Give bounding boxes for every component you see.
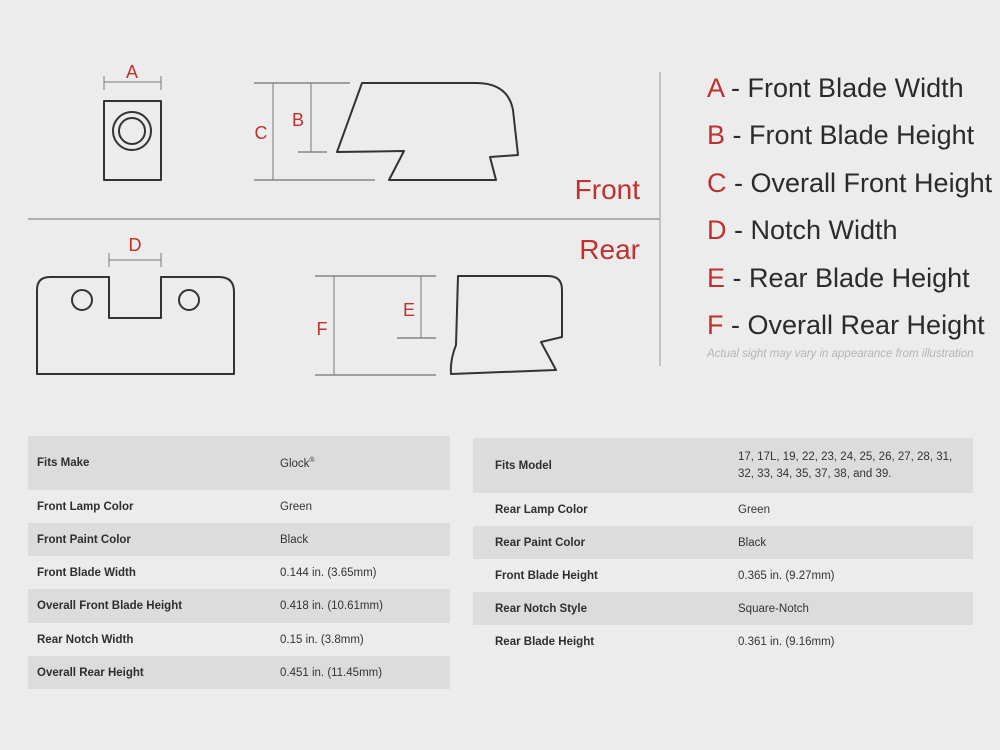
spec-value: Green [280,500,312,513]
spec-label: Front Paint Color [28,523,280,556]
spec-row [473,526,973,559]
spec-row [28,656,450,689]
legend-item-b: B - Front Blade Height [707,120,975,151]
spec-row [28,490,450,523]
rear-blade-end-view [37,235,234,374]
spec-label: Rear Notch Style [473,592,738,625]
spec-value: 17, 17L, 19, 22, 23, 24, 25, 26, 27, 28, 31, 32, 33, 34, 35, 37, 38, and 39. [738,438,973,493]
spec-row [473,493,973,526]
spec-value: 0.361 in. (9.16mm) [738,635,835,648]
legend-item-f: F - Overall Rear Height [707,309,985,340]
front-blade-side-view [254,83,518,180]
spec-label: Overall Rear Height [28,656,280,689]
spec-label: Front Blade Height [495,569,598,582]
rear-blade-side-view [315,276,562,375]
spec-label: Rear Blade Height [495,635,595,648]
rear-label: Rear [579,234,640,265]
spec-value: Black [280,523,450,556]
spec-value: Black [738,526,973,559]
spec-row [473,559,973,592]
dim-letter-f: F [316,319,328,339]
spec-row [28,523,450,556]
dim-letter-e: E [402,300,416,320]
front-label: Front [574,174,640,205]
spec-value: Square-Notch [738,592,973,625]
spec-table-right [473,438,973,658]
legend-item-d: D - Notch Width [707,215,898,246]
legend-item-c: C - Overall Front Height [707,167,993,198]
spec-row [473,592,973,625]
spec-label: Fits Make [28,436,280,490]
legend-item-e: E - Rear Blade Height [707,262,970,293]
illustration-disclaimer: Actual sight may vary in appearance from illustration [707,348,974,361]
spec-label: Front Blade Width [37,566,136,579]
dim-letter-d: D [128,235,142,255]
spec-row [28,556,450,589]
spec-value: 0.15 in. (3.8mm) [280,633,364,646]
spec-row [473,625,973,658]
spec-label: Front Lamp Color [37,500,134,513]
dim-letter-c: C [254,123,268,143]
spec-label: Rear Lamp Color [495,503,588,516]
dim-letter-b: B [291,110,305,130]
spec-row [28,436,450,490]
spec-table-left [28,436,450,689]
spec-label: Rear Paint Color [473,526,738,559]
spec-value: 0.418 in. (10.61mm) [280,589,450,623]
spec-label: Rear Notch Width [37,633,134,646]
spec-value: 0.144 in. (3.65mm) [280,566,377,579]
spec-value: 0.451 in. (11.45mm) [280,656,450,689]
legend-item-a: A - Front Blade Width [707,73,964,103]
spec-row [28,623,450,656]
spec-label: Fits Model [473,438,738,493]
spec-row [28,589,450,623]
spec-value: Green [738,503,770,516]
front-blade-end-view [104,62,161,180]
dim-letter-a: A [125,62,139,82]
spec-value: 0.365 in. (9.27mm) [738,569,835,582]
spec-label: Overall Front Blade Height [28,589,280,623]
spec-value: Glock® [280,436,450,490]
dimension-legend [707,68,997,360]
spec-row [473,438,973,493]
